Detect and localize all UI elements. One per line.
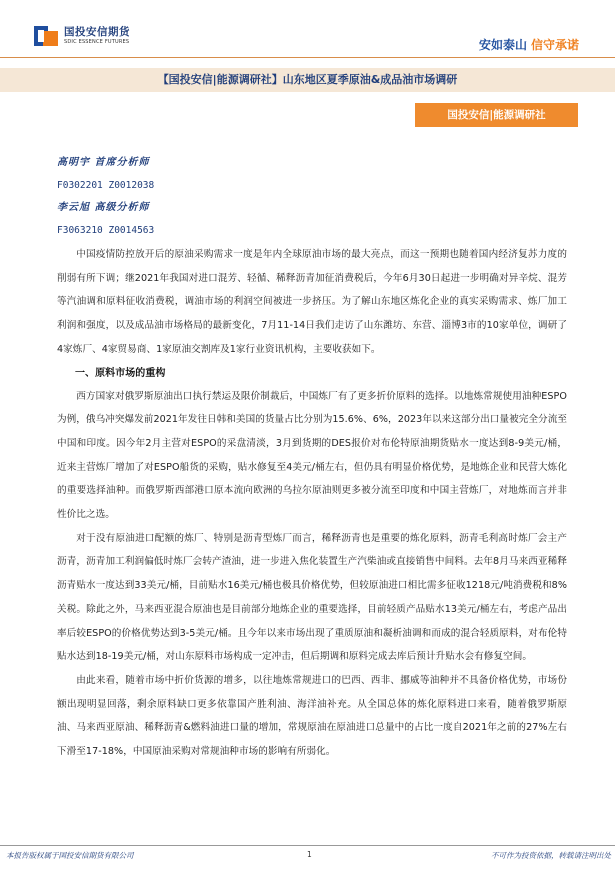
analyst-ids: F0302201 Z0012038 — [57, 179, 155, 191]
footer-divider — [0, 845, 615, 846]
copyright-note: 本报告版权属于国投安信期货有限公司 — [6, 851, 134, 860]
slogan — [479, 36, 579, 53]
logo-mark-icon — [34, 26, 60, 46]
slogan-part1: 安如泰山 — [478, 38, 527, 52]
header-divider — [0, 57, 615, 58]
body-paragraph: 由此来看，随着市场中折价货源的增多，以往地炼常规进口的巴西、西非、挪威等油种并不具备价格优势，市场份额出现明显回落，剩余原料缺口更多依靠国产胜利油、海洋油补充。从全国总体的炼化原料进口来看，随着俄罗斯原油、马来西亚原油、稀释沥青&燃料油进口量的增加，常规原油在原油进口总量中的占比一度自2021年之前的27%左右下滑至17-18%，中国原油采购对常规油种市场的影响有所弱化。 — [57, 674, 567, 758]
body-paragraph: 西方国家对俄罗斯原油出口执行禁运及限价制裁后，中国炼厂有了更多折价原料的选择。以地炼常规使用油种ESPO为例，俄乌冲突爆发前2021年发往日韩和美国的货量占比分别为15.6%、6%，2023年以来这部分出口量被完全分流至中国和印度。因今年2月主营对ESPO的采盘清淡，3月到货期的DES报价对布伦特原油期货贴水一度达到8-9美元/桶，近来主营炼厂增加了对ESPO船货的采购，贴水修复至4美元/桶左右，但仍具有明显价格优势，是地炼企业和民营大炼化的重要选择油种。而俄罗斯西部港口原本流向欧洲的乌拉尔原油则更多被分流至印度和中国主营炼厂，对地炼而言并非性价比之选。 — [57, 390, 567, 521]
slogan-part2: 信守承诺 — [530, 38, 579, 52]
logo-english-name: SDIC ESSENCE FUTURES — [64, 38, 130, 45]
logo-chinese-name: 国投安信期货 — [64, 26, 130, 39]
body-paragraph: 对于没有原油进口配额的炼厂、特别是沥青型炼厂而言，稀释沥青也是重要的炼化原料，沥青毛利高时炼厂会主产沥青，沥青加工利润偏低时炼厂会转产渣油，进一步进入焦化装置生产汽柴油或直接销售中间料。去年8月马来西亚稀释沥青贴水一度达到33美元/桶，目前贴水16美元/桶也极具价格优势，但较原油进口相比需多征收1218元/吨消费税和8%关税。除此之外，马来西亚混合原油也是目前部分地炼企业的重要选择，目前轻质产品贴水13美元/桶左右，考虑产品出率后较ESPO的价格优势达到3-5美元/桶。且今年以来市场出现了重质原油和凝析油调和而成的混合轻质原料，对布伦特贴水达到18-19美元/桶，对山东原料市场构成一定冲击，但后期调和原料完成去库后预计升贴水会有修复空间。 — [57, 532, 567, 663]
page-header — [0, 0, 615, 58]
analyst-name-role: 李云旭 高级分析师 — [57, 202, 150, 213]
report-title: 【国投安信|能源调研社】山东地区夏季原油&成品油市场调研 — [0, 68, 615, 92]
analyst-list — [57, 152, 154, 242]
report-body — [57, 243, 567, 764]
page-number: 1 — [307, 850, 312, 859]
analyst-ids: F3063210 Z0014563 — [57, 224, 155, 236]
intro-paragraph: 中国疫情防控放开后的原油采购需求一度是年内全球原油市场的最大亮点，而这一预期也随着国内经济复苏力度的削弱有所下调；继2021年我国对进口混芳、轻循、稀释沥青加征消费税后，今年6月30日起进一步明确对异辛烷、混芳等汽油调和原料征收消费税，调油市场的利润空间被进一步挤压。为了解山东地区炼化企业的真实采购需求、炼厂加工利润和强度，以及成品油市场格局的最新变化，7月11-14日我们走访了山东潍坊、东营、淄博3市的10家单位，调研了4家炼厂、4家贸易商、1家原油交割库及1家行业资讯机构，主要收获如下。 — [57, 249, 567, 355]
analyst-name-role: 高明宇 首席分析师 — [57, 157, 150, 168]
section-heading: 一、原料市场的重构 — [75, 367, 166, 379]
org-badge: 国投安信|能源调研社 — [415, 103, 578, 127]
company-logo — [34, 26, 130, 46]
disclaimer-note: 不可作为投资依据，转载请注明出处 — [491, 851, 611, 860]
